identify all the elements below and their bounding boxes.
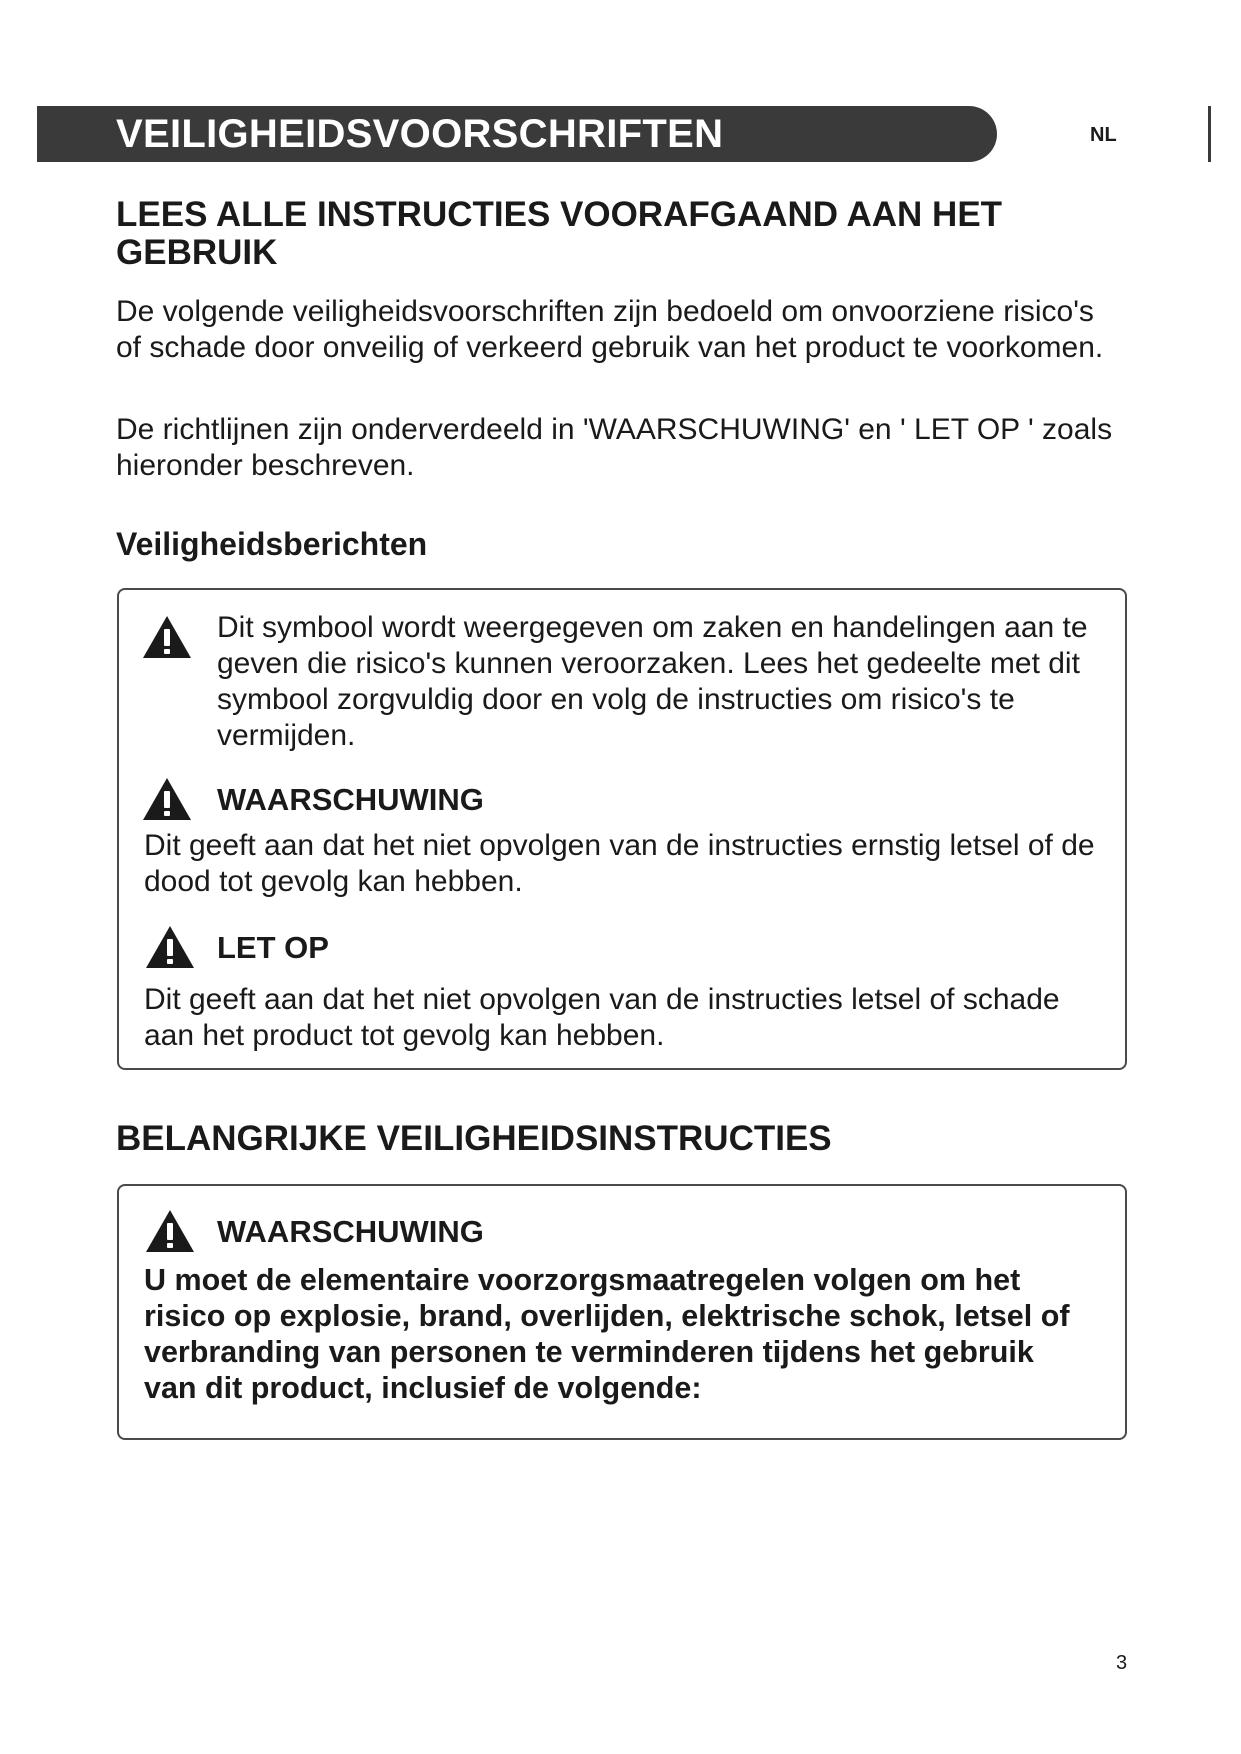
warning-description: Dit geeft aan dat het niet opvolgen van de instructies ernstig letsel of de dood tot gevolg kan hebben.	[144, 829, 1095, 898]
warning-triangle-icon	[144, 1208, 196, 1254]
important-warning-label: WAARSCHUWING	[217, 1214, 484, 1249]
warning-triangle-icon	[141, 614, 193, 660]
language-label: NL	[1090, 124, 1117, 146]
symbol-description: Dit symbool wordt weergegeven om zaken en handelingen aan te geven die risico's kunnen veroorzaken. Lees het gedeelte met dit symbool zorgvuldig door en volg de instructies om risico's te vermijden.	[217, 611, 1088, 752]
page-number: 3	[1116, 1652, 1128, 1674]
intro-heading: LEES ALLE INSTRUCTIES VOORAFGAAND AAN HET GEBRUIK	[116, 195, 1003, 272]
warning-triangle-icon	[141, 776, 193, 822]
intro-paragraph-1: De volgende veiligheidsvoorschriften zijn bedoeld om onvoorziene risico's of schade door onveilig of verkeerd gebruik van het product te voorkomen.	[116, 295, 1104, 364]
important-heading: BELANGRIJKE VEILIGHEIDSINSTRUCTIES	[116, 1119, 832, 1158]
intro-paragraph-2: De richtlijnen zijn onderverdeeld in 'WAARSCHUWING' en ' LET OP ' zoals hieronder beschreven.	[116, 413, 1113, 482]
safety-messages-box	[117, 588, 1127, 1070]
important-warning-text: U moet de elementaire voorzorgsmaatregelen volgen om het risico op explosie, brand, overlijden, elektrische schok, letsel of verbranding van personen te verminderen tijdens het gebruik van dit product, inclusief de volgende:	[144, 1263, 1070, 1405]
important-warning-box	[117, 1184, 1127, 1440]
caution-description: Dit geeft aan dat het niet opvolgen van de instructies letsel of schade aan het product tot gevolg kan hebben.	[144, 983, 1060, 1052]
warning-label: WAARSCHUWING	[217, 782, 484, 817]
page-title: VEILIGHEIDSVOORSCHRIFTEN	[116, 112, 724, 156]
caution-label: LET OP	[217, 930, 329, 965]
caution-triangle-icon	[144, 924, 196, 970]
page-edge-marker	[1208, 106, 1211, 162]
safety-messages-heading: Veiligheidsberichten	[116, 526, 428, 562]
